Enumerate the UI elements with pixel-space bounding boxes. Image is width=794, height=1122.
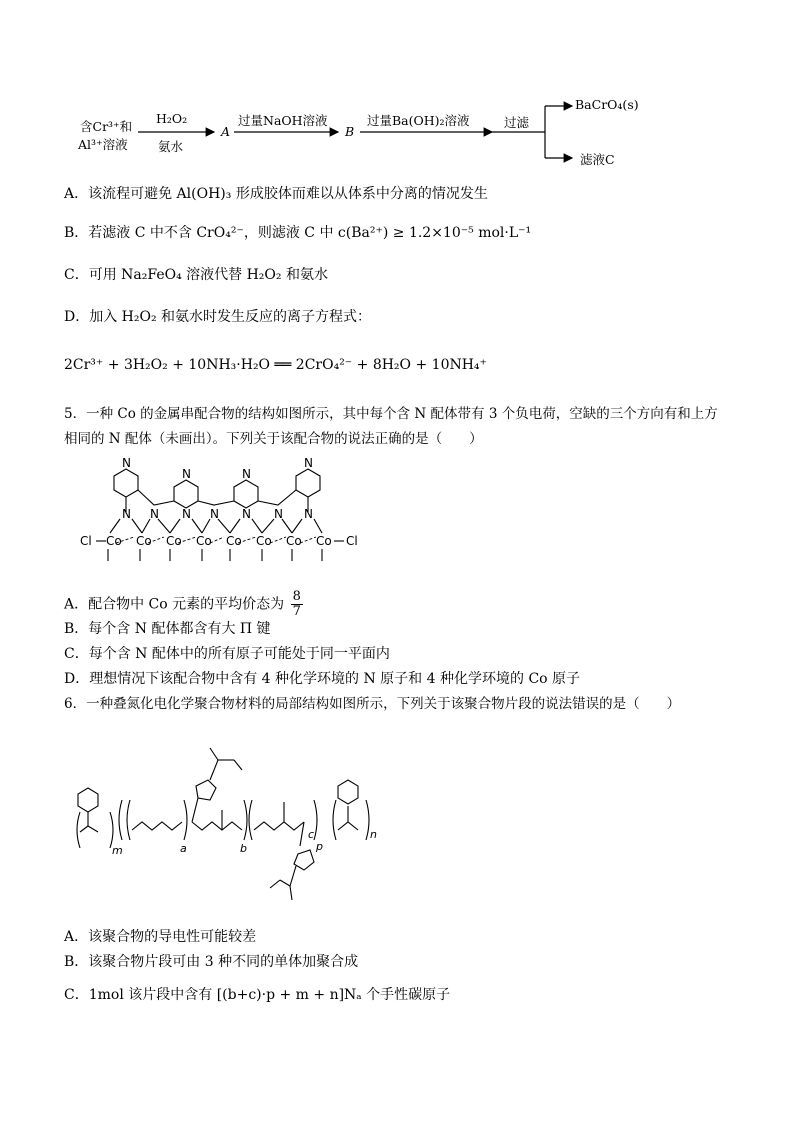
atom-n-pyridine-1: N <box>182 467 191 481</box>
atom-n-5: N <box>242 507 251 521</box>
flow-arrows <box>0 0 794 200</box>
flow-output-filtrate: 滤液C <box>580 152 615 167</box>
q5-option-a-fraction <box>291 590 303 619</box>
q4-option-d: D．加入 H₂O₂ 和氨水时发生反应的离子方程式： <box>64 309 372 325</box>
q6-option-c: C．1mol 该片段中含有 [(b+c)·p + m + n]Nₐ 个手性碳原子 <box>64 987 451 1003</box>
atom-co-5: Co <box>226 534 242 548</box>
atom-n-6: N <box>274 507 283 521</box>
q6-stem: 6．一种叠氮化电化学聚合物材料的局部结构如图所示，下列关于该聚合物片段的说法错误的是（ ） <box>64 696 681 712</box>
q5-option-a <box>64 590 303 619</box>
subscript-p: p <box>316 840 323 853</box>
flow-step1-reagent: H₂O₂ <box>156 111 188 126</box>
co-string-complex-structure <box>78 457 378 587</box>
fraction-numerator: 8 <box>292 589 301 604</box>
atom-n-4: N <box>210 507 219 521</box>
q4-option-a: A．该流程可避免 Al(OH)₃ 形成胶体而难以从体系中分离的情况发生 <box>64 186 488 202</box>
q5-stem-line1: 5．一种 Co 的金属串配合物的结构如图所示，其中每个含 N 配体带有 3 个负电荷，空缺的三个方向有和上方 <box>64 406 718 422</box>
atom-co-6: Co <box>256 534 272 548</box>
flow-start-line2: Al³⁺溶液 <box>78 137 128 152</box>
atom-co-3: Co <box>166 534 182 548</box>
atom-cl-right: Cl <box>346 534 358 548</box>
q6-option-b: B．该聚合物片段可由 3 种不同的单体加聚合成 <box>64 954 359 970</box>
subscript-n: n <box>370 828 377 841</box>
atom-co-8: Co <box>316 534 332 548</box>
flow-start-line1: 含Cr³⁺和 <box>80 119 133 134</box>
phenyl-ring-right <box>338 780 358 804</box>
flow-step1-reagent2: 氨水 <box>158 139 184 154</box>
atom-n-7: N <box>304 507 313 521</box>
q5-stem-line2: 相同的 N 配体（未画出）。下列关于该配合物的说法正确的是（ ） <box>64 431 483 447</box>
phenyl-ring-left <box>78 788 98 812</box>
subscript-a: a <box>180 842 187 855</box>
flow-step2-reagent: 过量NaOH溶液 <box>238 113 328 128</box>
q5-option-b: B．每个含 N 配体都含有大 Π 键 <box>64 621 271 637</box>
q5-option-c: C．每个含 N 配体中的所有原子可能处于同一平面内 <box>64 646 390 662</box>
flow-step3-reagent: 过量Ba(OH)₂溶液 <box>367 113 470 128</box>
subscript-m: m <box>112 844 123 857</box>
flow-output-precipitate: BaCrO₄(s) <box>575 97 639 112</box>
pyridine-ring-1 <box>174 480 198 508</box>
pyridine-ring-2 <box>234 480 258 508</box>
q4-option-c: C．可用 Na₂FeO₄ 溶液代替 H₂O₂ 和氨水 <box>64 267 328 283</box>
q4-option-b: B．若滤液 C 中不含 CrO₄²⁻，则滤液 C 中 c(Ba²⁺) ≥ 1.2×10⁻⁵ mol·L⁻¹ <box>64 225 532 241</box>
flow-node-a: A <box>221 124 231 139</box>
pyrazine-ring-left <box>114 469 138 497</box>
polymer-fragment-structure <box>70 730 410 930</box>
atom-n-2: N <box>150 507 159 521</box>
atom-n-pyrazine-top-right: N <box>304 457 313 470</box>
atom-co-4: Co <box>196 534 212 548</box>
q4-equation: 2Cr³⁺ + 3H₂O₂ + 10NH₃·H₂O ══ 2CrO₄²⁻ + 8H₂O + 10NH₄⁺ <box>64 357 487 373</box>
subscript-b: b <box>240 842 247 855</box>
q6-option-a: A．该聚合物的导电性可能较差 <box>64 929 257 945</box>
atom-co-1: Co <box>106 534 122 548</box>
fraction-denominator: 7 <box>292 604 301 619</box>
flow-step4-filter: 过滤 <box>504 115 530 130</box>
q5-option-a-text: A．配合物中 Co 元素的平均价态为 <box>64 596 285 613</box>
triazole-ring-bottom <box>294 850 314 870</box>
pyrazine-ring-right <box>296 469 320 497</box>
atom-co-7: Co <box>286 534 302 548</box>
atom-co-2: Co <box>136 534 152 548</box>
flow-node-b: B <box>345 124 355 139</box>
atom-n-1: N <box>122 507 131 521</box>
q5-option-d: D．理想情况下该配合物中含有 4 种化学环境的 N 原子和 4 种化学环境的 Co 原子 <box>64 671 581 687</box>
triazole-ring-top <box>196 780 216 800</box>
atom-n-3: N <box>182 507 191 521</box>
atom-n-pyrazine-top-left: N <box>122 457 131 470</box>
subscript-c: c <box>308 828 315 841</box>
atom-n-pyridine-2: N <box>242 467 251 481</box>
atom-cl-left: Cl <box>80 534 92 548</box>
